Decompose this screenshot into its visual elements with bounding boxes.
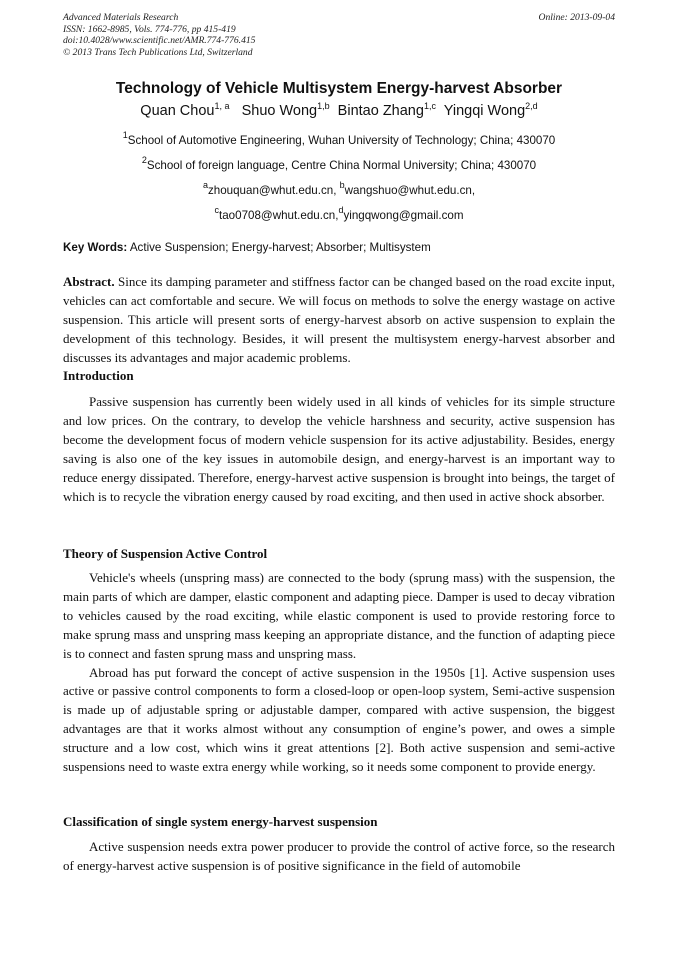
abstract-label: Abstract. — [63, 274, 115, 289]
paragraph: Active suspension needs extra power producer to provide the control of active force, so the research of energy-harvest active suspension is of positive significance in the field of automobile — [63, 839, 615, 873]
author: Yingqi Wong$^{2,d}$ — [443, 101, 538, 119]
online-date: Online: 2013-09-04 — [538, 12, 615, 23]
keywords-text: Active Suspension; Energy-harvest; Absorber; Multisystem — [129, 241, 431, 254]
paragraph: Vehicle's wheels (unspring mass) are connected to the body (sprung mass) with the suspension, the main parts of which are damper, elastic component and adapting piece. Damper is used to decay vibration to vehicles caused by the road exciting, while elastic component is used to provide restoring force to make sprung mass and unspring mass keeping an appropriate distance, and the function of adapting piece is to connect and fasten sprung mass and unspring mass. — [63, 570, 615, 661]
affiliation: $^2$School of foreign language, Centre China Normal University; China; 430070 — [141, 155, 537, 172]
section-heading: Classification of single system energy-harvest suspension — [63, 814, 378, 829]
paragraph: Passive suspension has currently been widely used in all kinds of vehicles for its simple structure and low prices. On the contrary, to develop the vehicle harshness and security, active suspension has become the development focus of modern vehicle suspension for its active adjustability. Besides, energy saving is also one of the key issues in automobile design, and energy-harvest is an important way to reduce energy dissipated. Therefore, energy-harvest active suspension is brought into beings, the target of which is to recycle the vibration energy caused by road exciting, and then used in active shock absorber. — [63, 394, 615, 504]
journal-name: Advanced Materials Research — [63, 12, 179, 23]
author: Quan Chou$^{1, a}$ — [140, 101, 230, 119]
email-line — [0, 205, 678, 222]
copyright: © 2013 Trans Tech Publications Ltd, Switzerland — [63, 46, 253, 58]
author-list — [0, 103, 678, 119]
email: $^d$yingqwong@gmail.com — [338, 205, 464, 222]
issn: ISSN: 1662-8985, Vols. 774-776, pp 415-419 — [63, 23, 236, 35]
author: Shuo Wong$^{1,b}$ — [241, 101, 330, 119]
abstract — [63, 273, 615, 368]
keywords — [63, 241, 431, 254]
section-body — [63, 393, 615, 506]
section-body — [63, 838, 615, 876]
section-body — [63, 569, 615, 777]
paragraph: Abroad has put forward the concept of active suspension in the 1950s [1]. Active suspension uses active or passive control components to form a closed-loop or open-loop system, Semi-active suspension is made up of adjustable spring or adjustable damper, compared with active suspension, the biggest advantages are that it works almost without any consumption of engine’s power, and owes a simple structure and a low cost, which wins it great attentions [2]. Both active suspension and semi-active suspensions need to waste extra energy while working, so it needs some component to provide energy. — [63, 664, 615, 775]
abstract-text: Since its damping parameter and stiffness factor can be changed based on the road excite input, vehicles can act comfortable and secure. We will focus on methods to solve the energy wastage on active suspension. This article will present sorts of energy-harvest absorb on active suspension to explain the development of this technology. Besides, it will present the multisystem energy-harvest absorber and discusses its advantages and major academic problems. — [63, 274, 615, 365]
email: $^c$tao0708@whut.edu.cn, — [214, 205, 339, 222]
section-heading: Theory of Suspension Active Control — [63, 546, 268, 561]
email: $^a$zhouquan@whut.edu.cn, — [202, 180, 337, 197]
journal-header — [63, 12, 255, 58]
doi: doi:10.4028/www.scientific.net/AMR.774-776.415 — [63, 35, 256, 47]
section-heading: Introduction — [63, 368, 134, 383]
affiliation: $^1$School of Automotive Engineering, Wuhan University of Technology; China; 430070 — [122, 130, 556, 147]
keywords-label: Key Words: — [63, 241, 128, 254]
author: Bintao Zhang$^{1,c}$ — [337, 101, 436, 119]
paper-title: Technology of Vehicle Multisystem Energy-harvest Absorber — [115, 80, 563, 97]
email: $^b$wangshuo@whut.edu.cn, — [339, 180, 476, 197]
email-line — [0, 180, 678, 197]
